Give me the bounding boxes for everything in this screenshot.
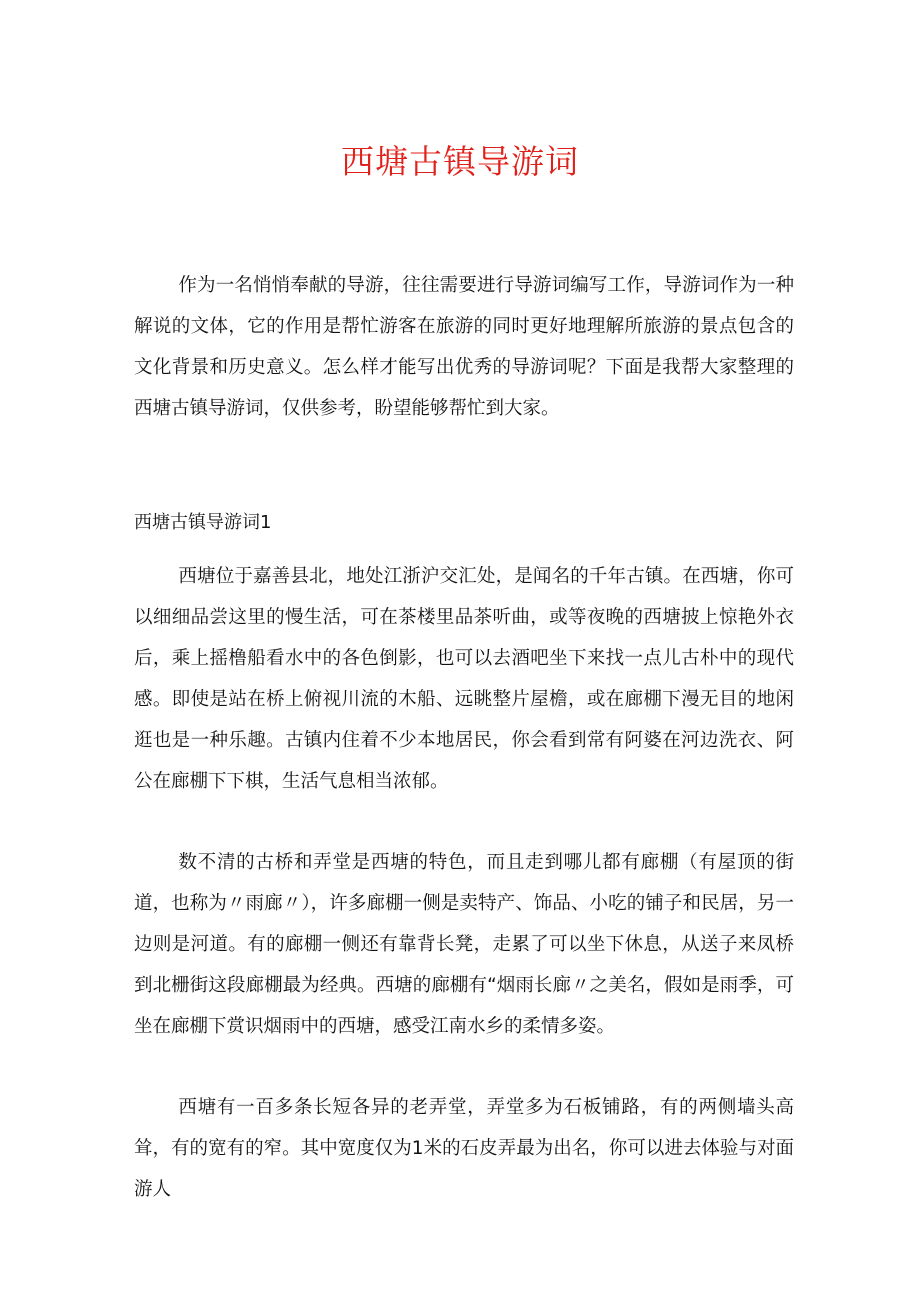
body-paragraph-3: 西塘有一百多条长短各异的老弄堂，弄堂多为石板铺路，有的两侧墙头高耸，有的宽有的窄。其中宽度仅为1米的石皮弄最为出名，你可以进去体验与对面游人 bbox=[134, 1097, 794, 1200]
body-paragraph-1: 西塘位于嘉善县北，地处江浙沪交汇处，是闻名的千年古镇。在西塘，你可以细细品尝这里的慢生活，可在茶楼里品茶听曲，或等夜晚的西塘披上惊艳外衣后，乘上摇橹船看水中的各色倒影，也可以去酒吧坐下来找一点儿古朴中的现代感。即使是站在桥上俯视川流的木船、远眺整片屋檐，或在廊棚下漫无目的地闲逛也是一种乐趣。古镇内住着不少本地居民，你会看到常有阿婆在河边洗衣、阿公在廊棚下下棋，生活气息相当浓郁。 bbox=[134, 566, 794, 792]
body-paragraph-2: 数不清的古桥和弄堂是西塘的特色，而且走到哪儿都有廊棚（有屋顶的街道，也称为〃雨廊〃），许多廊棚一侧是卖特产、饰品、小吃的铺子和民居，另一边则是河道。有的廊棚一侧还有靠背长凳，走累了可以坐下休息，从送子来凤桥到北栅街这段廊棚最为经典。西塘的廊棚有“烟雨长廊〃之美名，假如是雨季，可坐在廊棚下赏识烟雨中的西塘，感受江南水乡的柔情多姿。 bbox=[134, 852, 794, 1037]
section-heading: 西塘古镇导游词1 bbox=[134, 512, 272, 533]
document-title: 西塘古镇导游词 bbox=[341, 142, 579, 181]
intro-paragraph: 作为一名悄悄奉献的导游，往往需要进行导游词编写工作，导游词作为一种解说的文体，它的作用是帮忙游客在旅游的同时更好地理解所旅游的景点包含的文化背景和历史意义。怎么样才能写出优秀的导游词呢？下面是我帮大家整理的西塘古镇导游词，仅供参考，盼望能够帮忙到大家。 bbox=[134, 275, 794, 419]
